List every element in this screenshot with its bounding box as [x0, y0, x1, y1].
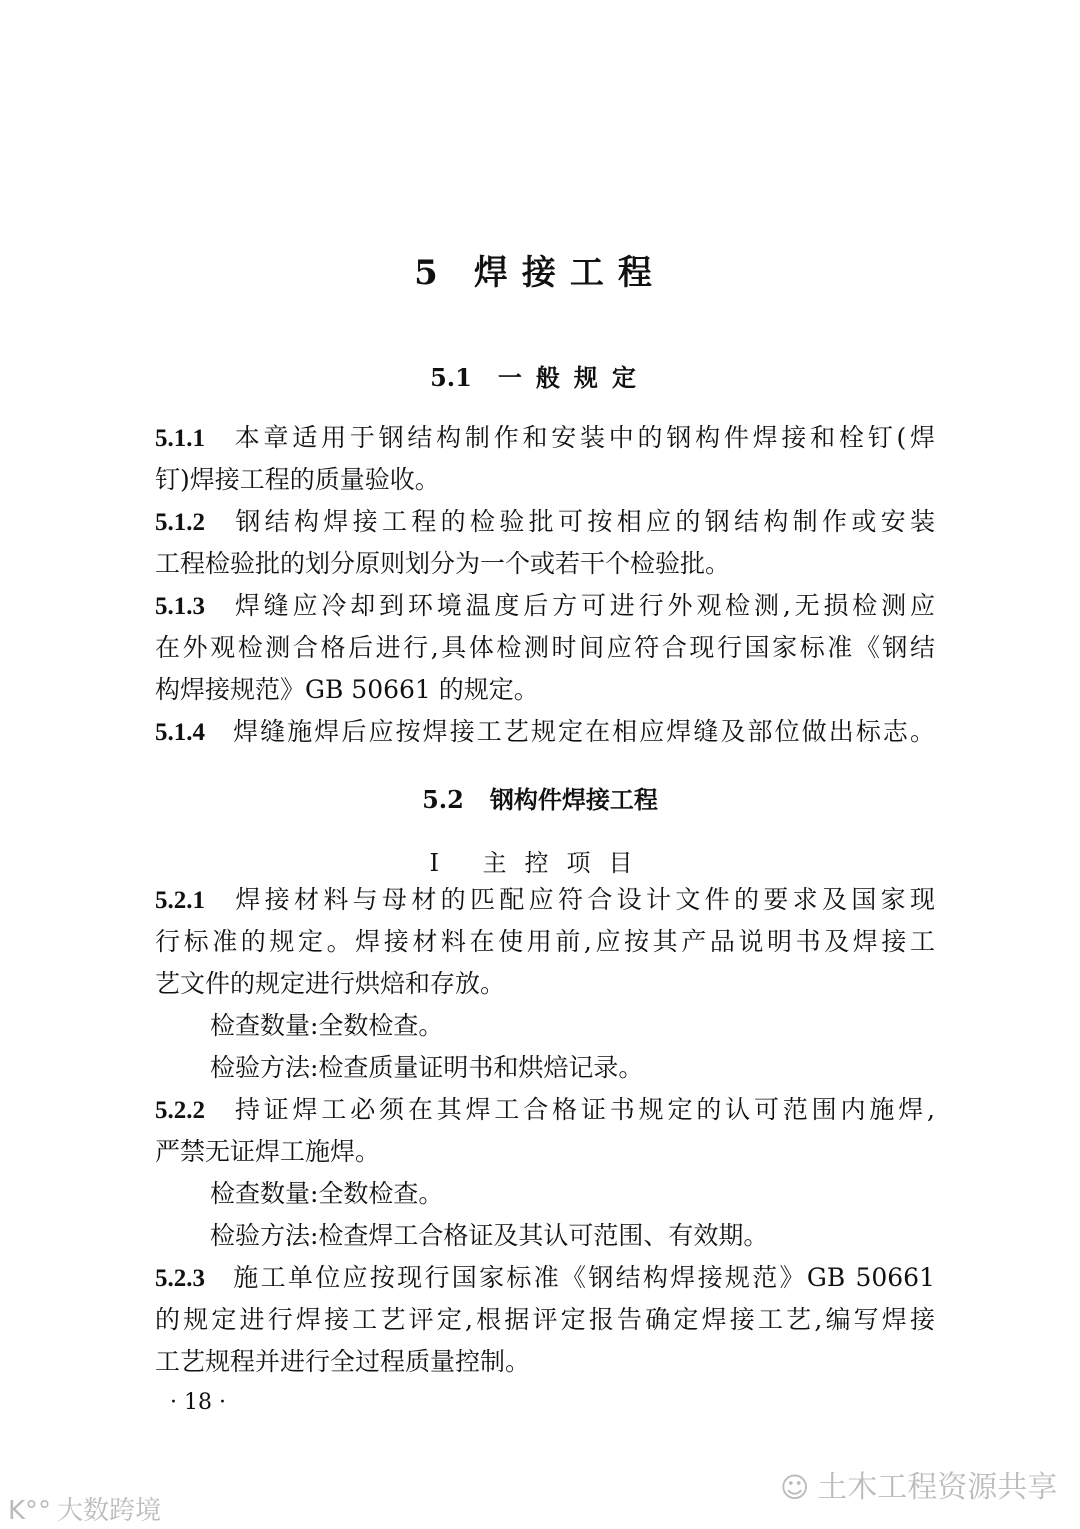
clause-line: 工程检验批的划分原则划分为一个或若干个检验批。: [155, 549, 731, 578]
logo-icon: K°°: [8, 1496, 52, 1526]
clause-line: 的规定进行焊接工艺评定,根据评定报告确定焊接工艺,编写焊接: [155, 1305, 935, 1334]
inspection-method: 检验方法:检查焊工合格证及其认可范围、有效期。: [210, 1221, 769, 1250]
clause-line: 5.1.2 钢结构焊接工程的检验批可按相应的钢结构制作或安装: [155, 507, 935, 536]
watermark-right: ☺ 土木工程资源共享: [780, 1470, 1058, 1505]
subsection-heading: Ⅰ 主控项目: [429, 849, 651, 877]
page-number: · 18 ·: [170, 1390, 226, 1415]
inspection-quantity: 检查数量:全数检查。: [210, 1011, 444, 1040]
clause-line: 严禁无证焊工施焊。: [155, 1137, 381, 1166]
watermark-left: K°° 大数跨境: [8, 1496, 162, 1526]
inspection-quantity: 检查数量:全数检查。: [210, 1179, 444, 1208]
chapter-title: 5 焊接工程: [414, 253, 666, 293]
section-heading-5-2: 5.2 钢构件焊接工程: [422, 785, 658, 814]
clause-line: 5.1.3 焊缝应冷却到环境温度后方可进行外观检测,无损检测应: [155, 591, 935, 620]
clause-line: 在外观检测合格后进行,具体检测时间应符合现行国家标准《钢结: [155, 633, 935, 662]
clause-line: 5.2.1 焊接材料与母材的匹配应符合设计文件的要求及国家现: [155, 885, 935, 914]
section-heading-5-1: 5.1 一般规定: [430, 363, 650, 392]
clause-line: 5.2.3 施工单位应按现行国家标准《钢结构焊接规范》GB 50661: [155, 1263, 935, 1292]
clause-line: 艺文件的规定进行烘焙和存放。: [155, 969, 506, 998]
clause-line: 5.1.4 焊缝施焊后应按焊接工艺规定在相应焊缝及部位做出标志。: [155, 717, 935, 746]
clause-line: 钉)焊接工程的质量验收。: [155, 465, 440, 494]
clause-line: 构焊接规范》GB 50661 的规定。: [155, 675, 539, 704]
clause-line: 行标准的规定。焊接材料在使用前,应按其产品说明书及焊接工: [155, 927, 935, 956]
clause-line: 5.1.1 本章适用于钢结构制作和安装中的钢构件焊接和栓钉(焊: [155, 423, 935, 452]
wechat-icon: ☺: [780, 1471, 810, 1504]
clause-line: 5.2.2 持证焊工必须在其焊工合格证书规定的认可范围内施焊,: [155, 1095, 935, 1124]
inspection-method: 检验方法:检查质量证明书和烘焙记录。: [210, 1053, 644, 1082]
clause-line: 工艺规程并进行全过程质量控制。: [155, 1347, 531, 1376]
